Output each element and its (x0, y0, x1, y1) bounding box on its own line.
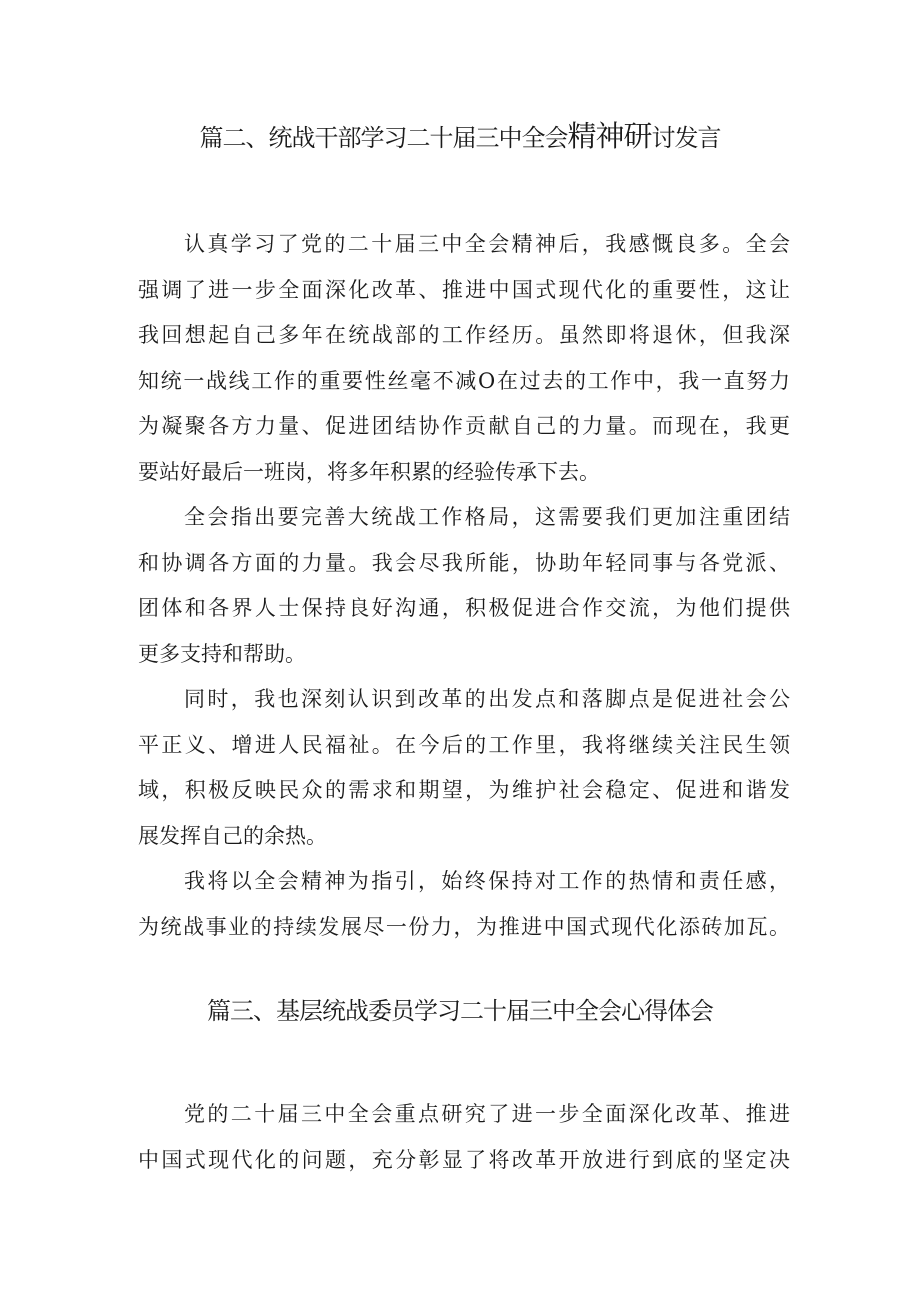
paragraph-line: 要站好最后一班岗，将多年积累的经验传承下去。 (138, 459, 600, 484)
paragraph-line: 知统一战线工作的重要性丝毫不减O在过去的工作中，我一直努力 (138, 368, 790, 393)
paragraph-line: 平正义、增进人民福祉。在今后的工作里，我将继续关注民生领 (138, 732, 790, 757)
paragraph-line: 全会指出要完善大统战工作格局，这需要我们更加注重团结 (184, 505, 790, 529)
section-two-heading (0, 120, 920, 154)
section-three-heading: 篇三、基层统战委员学习二十届三中全会心得体会 (207, 997, 713, 1025)
paragraph-line: 党的二十届三中全会重点研究了进一步全面深化改革、推进 (184, 1102, 790, 1126)
paragraph-line: 为凝聚各方力量、促进团结协作贡献自己的力量。而现在，我更 (138, 414, 790, 438)
paragraph-line: 和协调各方面的力量。我会尽我所能，协助年轻同事与各党派、 (138, 550, 790, 575)
paragraph-line: 为统战事业的持续发展尽一份力，为推进中国式现代化添砖加瓦。 (138, 914, 790, 939)
paragraph-line: 同时，我也深刻认识到改革的出发点和落脚点是促进社会公 (184, 687, 790, 711)
heading-text-part-2: 精神研 (567, 119, 652, 153)
heading-text-part-3: 讨发言 (651, 124, 721, 152)
section-two-body (138, 222, 790, 950)
paragraph-line: 强调了进一步全面深化改革、推进中国式现代化的重要性，这让 (138, 277, 790, 302)
paragraph-line: 认真学习了党的二十届三中全会精神后，我感慨良多。全会 (184, 232, 790, 256)
paragraph-line: 域，积极反映民众的需求和期望，为维护社会稳定、促进和谐发 (138, 778, 790, 802)
heading-text-part-1: 篇二、统战干部学习二十届三中全会 (199, 124, 568, 152)
section-three-body (138, 1092, 790, 1183)
paragraph-line: 我将以全会精神为指引，始终保持对工作的热情和责任感， (184, 869, 790, 893)
paragraph-line: 我回想起自己多年在统战部的工作经历。虽然即将退休，但我深 (138, 323, 790, 347)
paragraph-line: 更多支持和帮助。 (138, 641, 306, 666)
paragraph-line: 团体和各界人士保持良好沟通，积极促进合作交流，为他们提供 (138, 596, 790, 620)
paragraph-line: 展发挥自己的余热。 (138, 823, 327, 848)
paragraph-line: 中国式现代化的问题，充分彰显了将改革开放进行到底的坚定决 (138, 1147, 790, 1172)
